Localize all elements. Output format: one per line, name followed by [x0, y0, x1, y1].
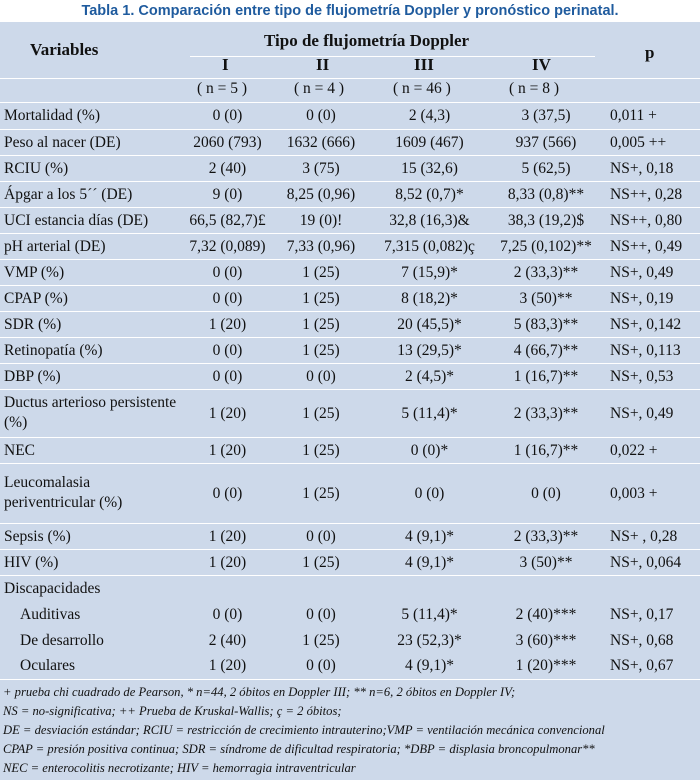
row-label: De desarrollo [20, 631, 104, 649]
row-label: Mortalidad (%) [4, 107, 100, 125]
col-header-iii: III [414, 55, 434, 74]
row-label: Ductus arterioso persistente (%) [4, 394, 177, 431]
cell-i: 1 (20) [208, 404, 247, 422]
table-row [0, 155, 700, 181]
cell-iv: 7,25 (0,102)** [500, 237, 592, 255]
row-label: HIV (%) [4, 553, 59, 571]
row-label: Ápgar a los 5´´ (DE) [4, 185, 133, 203]
cell-i: 1 (20) [208, 657, 247, 675]
row-label: Discapacidades [4, 579, 101, 597]
col-header-iv: IV [532, 55, 551, 74]
cell-p: NS+, 0,67 [610, 657, 674, 675]
cell-iii: 4 (9,1)* [404, 553, 455, 571]
cell-iii: 23 (52,3)* [397, 631, 462, 649]
cell-ii [275, 575, 367, 601]
table-row [0, 285, 700, 311]
table-panel [0, 22, 700, 780]
table-row [0, 523, 700, 549]
table-row [0, 363, 700, 389]
n-col-i: ( n = 5 ) [197, 80, 248, 97]
cell-i: 9 (0) [212, 185, 243, 203]
cell-iv: 0 (0) [531, 484, 561, 502]
table-row [0, 575, 700, 601]
cell-ii: 0 (0) [306, 657, 336, 675]
data-table [0, 103, 700, 680]
table-row [0, 627, 700, 653]
cell-i: 0 (0) [212, 289, 243, 307]
row-label: CPAP (%) [4, 289, 68, 307]
cell-ii: 1 (25) [302, 441, 340, 459]
row-label: Sepsis (%) [4, 527, 71, 545]
cell-iii: 15 (32,6) [401, 159, 458, 177]
cell-iii: 0 (0)* [410, 441, 449, 459]
cell-iv [492, 575, 600, 601]
n-col-iv: ( n = 8 ) [509, 80, 560, 97]
cell-ii: 19 (0)! [299, 211, 343, 229]
table-row [0, 311, 700, 337]
table-row [0, 653, 700, 679]
cell-p: NS++, 0,49 [610, 237, 683, 255]
cell-iii: 4 (9,1)* [404, 527, 455, 545]
cell-iv: 2 (40)*** [515, 605, 577, 623]
cell-p: NS+, 0,53 [610, 367, 674, 385]
cell-iv: 1 (16,7)** [513, 367, 579, 385]
cell-iii: 20 (45,5)* [397, 315, 462, 333]
cell-ii: 0 (0) [306, 107, 336, 125]
table-row [0, 129, 700, 155]
row-label: SDR (%) [4, 315, 62, 333]
row-label: DBP (%) [4, 367, 61, 385]
cell-iv: 4 (66,7)** [513, 341, 579, 359]
table-row [0, 463, 700, 523]
cell-iv: 8,33 (0,8)** [507, 185, 585, 203]
cell-iii: 13 (29,5)* [397, 341, 462, 359]
cell-p: NS+, 0,18 [610, 159, 674, 177]
cell-iii: 2 (4,3) [408, 107, 451, 125]
cell-i: 1 (20) [208, 315, 247, 333]
header-rule [0, 78, 700, 79]
cell-ii: 1 (25) [302, 631, 340, 649]
cell-p: 0,011 + [610, 107, 657, 125]
note-line: CPAP = presión positiva continua; SDR = síndrome de dificultad respiratoria; *DBP = displasia broncopulmonar** [3, 742, 595, 756]
cell-iii: 1609 (467) [395, 133, 464, 151]
row-label: RCIU (%) [4, 159, 69, 177]
cell-iii: 8,52 (0,7)* [395, 185, 464, 203]
row-label: pH arterial (DE) [4, 237, 106, 255]
cell-iv: 2 (33,3)** [513, 263, 579, 281]
col-header-ii: II [316, 55, 330, 74]
cell-i: 66,5 (82,7)£ [189, 211, 266, 229]
cell-ii: 0 (0) [306, 605, 336, 623]
table-row [0, 233, 700, 259]
doppler-group-header: Tipo de flujometría Doppler [264, 31, 470, 50]
cell-iv: 38,3 (19,2)$ [507, 211, 585, 229]
cell-ii: 0 (0) [306, 527, 336, 545]
table-title: Tabla 1. Comparación entre tipo de flujometría Doppler y pronóstico perinatal. [81, 3, 619, 19]
cell-p: NS+, 0,19 [610, 289, 674, 307]
cell-i: 0 (0) [212, 484, 243, 502]
cell-iv: 3 (50)** [519, 289, 573, 307]
cell-ii: 1 (25) [302, 404, 340, 422]
cell-iii: 4 (9,1)* [404, 657, 455, 675]
table-row [0, 181, 700, 207]
variables-header: Variables [30, 40, 99, 59]
cell-iii: 0 (0) [414, 484, 445, 502]
cell-ii: 1 (25) [302, 553, 340, 571]
cell-iv: 937 (566) [515, 133, 577, 151]
cell-ii: 3 (75) [302, 159, 340, 177]
cell-i: 0 (0) [212, 263, 243, 281]
cell-iii: 7 (15,9)* [401, 263, 458, 281]
cell-ii: 1 (25) [302, 315, 340, 333]
cell-iii: 2 (4,5)* [404, 367, 455, 385]
note-line: NEC = enterocolitis necrotizante; HIV = hemorragia intraventricular [3, 761, 356, 775]
cell-ii: 1 (25) [302, 484, 340, 502]
cell-i: 2060 (793) [193, 133, 262, 151]
cell-i: 2 (40) [208, 631, 247, 649]
cell-i: 1 (20) [208, 527, 247, 545]
cell-p: NS+, 0,49 [610, 263, 674, 281]
table-row [0, 549, 700, 575]
table-row [0, 389, 700, 437]
col-header-i: I [222, 55, 229, 74]
cell-p: NS++, 0,28 [610, 185, 683, 203]
row-label: Leucomalasia periventricular (%) [4, 474, 123, 511]
row-label: Retinopatía (%) [4, 341, 103, 359]
cell-iv: 1 (16,7)** [513, 441, 579, 459]
cell-i: 7,32 (0,089) [189, 237, 266, 255]
cell-i: 0 (0) [212, 605, 243, 623]
row-label: Auditivas [20, 605, 81, 623]
cell-p: NS+, 0,142 [610, 315, 682, 333]
row-label: Peso al nacer (DE) [4, 133, 121, 151]
cell-iv: 5 (83,3)** [513, 315, 579, 333]
cell-p: NS+, 0,064 [610, 553, 682, 571]
table-row [0, 207, 700, 233]
cell-ii: 7,33 (0,96) [286, 237, 356, 255]
row-label: VMP (%) [4, 263, 65, 281]
cell-ii: 1632 (666) [286, 133, 356, 151]
note-line: NS = no-significativa; ++ Prueba de Kruskal-Wallis; ç = 2 óbitos; [3, 704, 342, 718]
cell-i: 0 (0) [212, 341, 243, 359]
cell-iii: 8 (18,2)* [401, 289, 458, 307]
cell-iv: 2 (33,3)** [513, 404, 579, 422]
cell-p: NS+, 0,68 [610, 631, 674, 649]
cell-i: 2 (40) [208, 159, 247, 177]
cell-p: NS+, 0,113 [610, 341, 681, 359]
cell-iv: 5 (62,5) [521, 159, 571, 177]
cell-p: 0,005 ++ [610, 133, 667, 151]
cell-iii [367, 575, 492, 601]
cell-ii: 8,25 (0,96) [286, 185, 356, 203]
cell-p: NS+, 0,49 [610, 404, 674, 422]
row-label: UCI estancia días (DE) [4, 211, 149, 229]
cell-ii: 1 (25) [302, 289, 340, 307]
table-row [0, 437, 700, 463]
cell-iv: 1 (20)*** [515, 657, 577, 675]
cell-iii: 32,8 (16,3)& [389, 211, 470, 229]
cell-p: 0,003 + [610, 484, 658, 502]
cell-iv: 3 (37,5) [521, 107, 571, 125]
n-col-iii: ( n = 46 ) [393, 80, 451, 97]
table-row [0, 259, 700, 285]
table-notes [3, 683, 697, 778]
cell-i: 1 (20) [208, 441, 247, 459]
cell-p: NS++, 0,80 [610, 211, 683, 229]
cell-iii: 5 (11,4)* [401, 605, 458, 623]
cell-i: 0 (0) [212, 107, 243, 125]
note-line: DE = desviación estándar; RCIU = restricción de crecimiento intrauterino;VMP = ventilación mecánica convencional [3, 723, 605, 737]
cell-iii: 5 (11,4)* [401, 404, 458, 422]
cell-iii: 7,315 (0,082)ç [384, 237, 475, 255]
cell-ii: 1 (25) [302, 263, 340, 281]
table-row [0, 337, 700, 363]
cell-i: 1 (20) [208, 553, 247, 571]
cell-iv: 2 (33,3)** [513, 527, 579, 545]
cell-iv: 3 (50)** [519, 553, 573, 571]
table-row [0, 103, 700, 129]
cell-p: NS+ , 0,28 [610, 527, 678, 545]
row-label: NEC [4, 441, 35, 459]
cell-i [180, 575, 275, 601]
cell-ii: 0 (0) [306, 367, 336, 385]
cell-p [600, 575, 700, 601]
row-label: Oculares [20, 657, 76, 675]
cell-ii: 1 (25) [302, 341, 340, 359]
cell-i: 0 (0) [212, 367, 243, 385]
table-row [0, 601, 700, 627]
cell-p: 0,022 + [610, 441, 658, 459]
cell-p: NS+, 0,17 [610, 605, 674, 623]
cell-iv: 3 (60)*** [515, 631, 577, 649]
n-col-ii: ( n = 4 ) [294, 80, 345, 97]
p-header: p [645, 43, 655, 62]
note-line: + prueba chi cuadrado de Pearson, * n=44, 2 óbitos en Doppler III; ** n=6, 2 óbitos en Doppler IV; [3, 685, 516, 699]
